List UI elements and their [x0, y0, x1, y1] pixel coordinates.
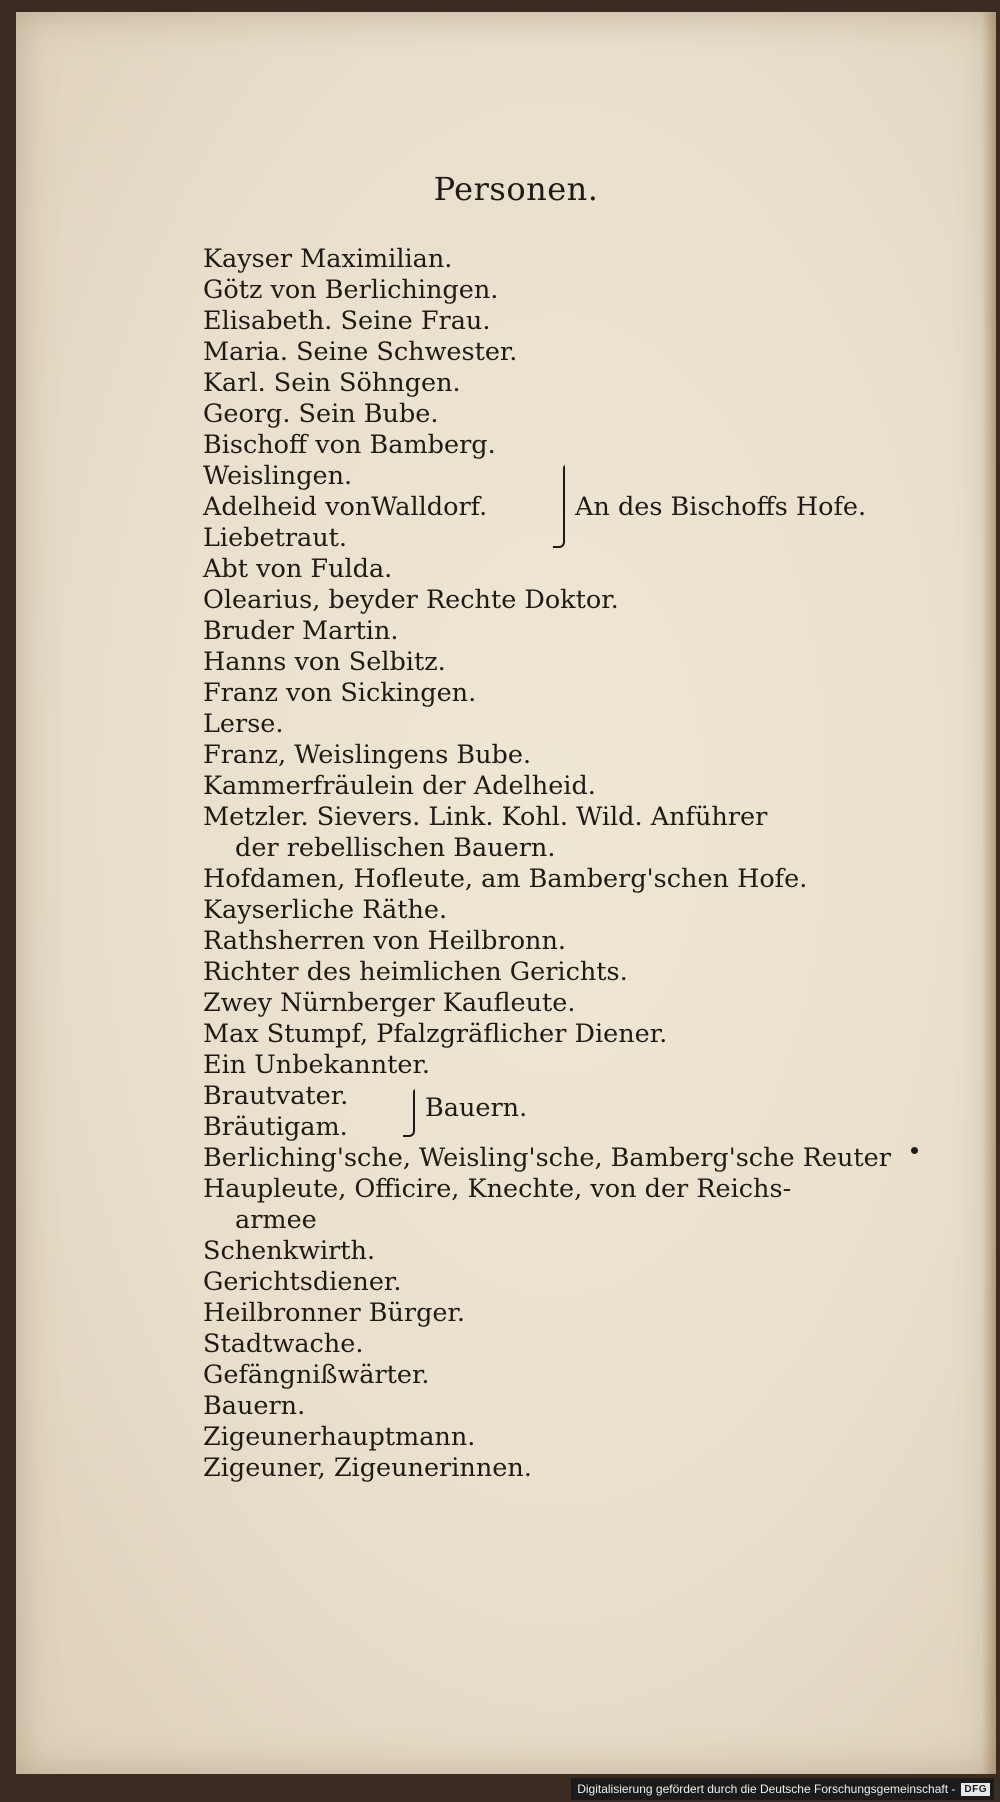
cast-entry: Kayserliche Räthe.: [203, 895, 448, 925]
entry-line: Metzler. Sievers. Link. Kohl. Wild. Anführer: [203, 802, 768, 832]
cast-entry-reuter: Berliching'sche, Weisling'sche, Bamberg'sche Reuter: [203, 1143, 891, 1173]
cast-entry: Hanns von Selbitz.: [203, 647, 446, 677]
cast-entry: Zwey Nürnberger Kaufleute.: [203, 988, 576, 1018]
cast-entry: Bischoff von Bamberg.: [203, 430, 496, 460]
cast-entry: Gerichtsdiener.: [203, 1267, 402, 1297]
cast-entry: Richter des heimlichen Gerichts.: [203, 957, 628, 987]
cast-entry: Olearius, beyder Rechte Doktor.: [203, 585, 619, 615]
cast-entry: Bräutigam.: [203, 1112, 348, 1142]
cast-entry: Maria. Seine Schwester.: [203, 337, 518, 367]
entry-continuation: der rebellischen Bauern.: [235, 833, 556, 863]
cast-entry: Gefängnißwärter.: [203, 1360, 430, 1390]
cast-entry: Hofdamen, Hofleute, am Bamberg'schen Hofe.: [203, 864, 808, 894]
cast-entry: Karl. Sein Söhngen.: [203, 368, 461, 398]
book-page: [16, 12, 996, 1774]
cast-list: [203, 244, 963, 1484]
cast-entry: Kayser Maximilian.: [203, 244, 453, 274]
cast-entry-rebel-leaders: [203, 802, 963, 864]
cast-entry: Stadtwache.: [203, 1329, 364, 1359]
cast-entry: Georg. Sein Bube.: [203, 399, 439, 429]
cast-entry: Max Stumpf, Pfalzgräflicher Diener.: [203, 1019, 668, 1049]
cast-entry: Schenkwirth.: [203, 1236, 376, 1266]
page-heading: Personen.: [433, 170, 599, 208]
cast-entry: Zigeuner, Zigeunerinnen.: [203, 1453, 532, 1483]
cast-entry: Lerse.: [203, 709, 284, 739]
group-brace: [553, 465, 565, 548]
cast-entry: Götz von Berlichingen.: [203, 275, 499, 305]
cast-entry: Kammerfräulein der Adelheid.: [203, 771, 596, 801]
peasants-group: [203, 1081, 963, 1143]
bishop-court-group: [203, 461, 963, 554]
digitization-footer: [571, 1778, 994, 1800]
cast-entry: Bruder Martin.: [203, 616, 399, 646]
cast-entry: Weislingen.: [203, 461, 353, 491]
cast-entry: Adelheid vonWalldorf.: [203, 492, 488, 522]
group-brace: [403, 1089, 415, 1137]
cast-entry: Heilbronner Bürger.: [203, 1298, 465, 1328]
cast-entry: Liebetraut.: [203, 523, 348, 553]
entry-continuation: armee: [235, 1205, 317, 1235]
entry-line: Haupleute, Officire, Knechte, von der Reichs-: [203, 1174, 792, 1204]
cast-entry: Franz von Sickingen.: [203, 678, 477, 708]
cast-entry: Zigeunerhauptmann.: [203, 1422, 476, 1452]
cast-entry: Ein Unbekannter.: [203, 1050, 430, 1080]
cast-entry: Abt von Fulda.: [203, 554, 393, 584]
ink-spot: [911, 1147, 918, 1154]
cast-entry: Rathsherren von Heilbronn.: [203, 926, 567, 956]
cast-entry: Brautvater.: [203, 1081, 349, 1111]
footer-text: Digitalisierung gefördert durch die Deutsche Forschungsgemeinschaft -: [577, 1782, 956, 1796]
cast-entry: Elisabeth. Seine Frau.: [203, 306, 491, 336]
cast-entry: Bauern.: [203, 1391, 306, 1421]
group-label: An des Bischoffs Hofe.: [575, 492, 867, 522]
group-label: Bauern.: [425, 1093, 528, 1123]
cast-entry-haupleute: [203, 1174, 963, 1236]
cast-entry: Franz, Weislingens Bube.: [203, 740, 532, 770]
dfg-logo-icon: DFG: [961, 1783, 990, 1796]
